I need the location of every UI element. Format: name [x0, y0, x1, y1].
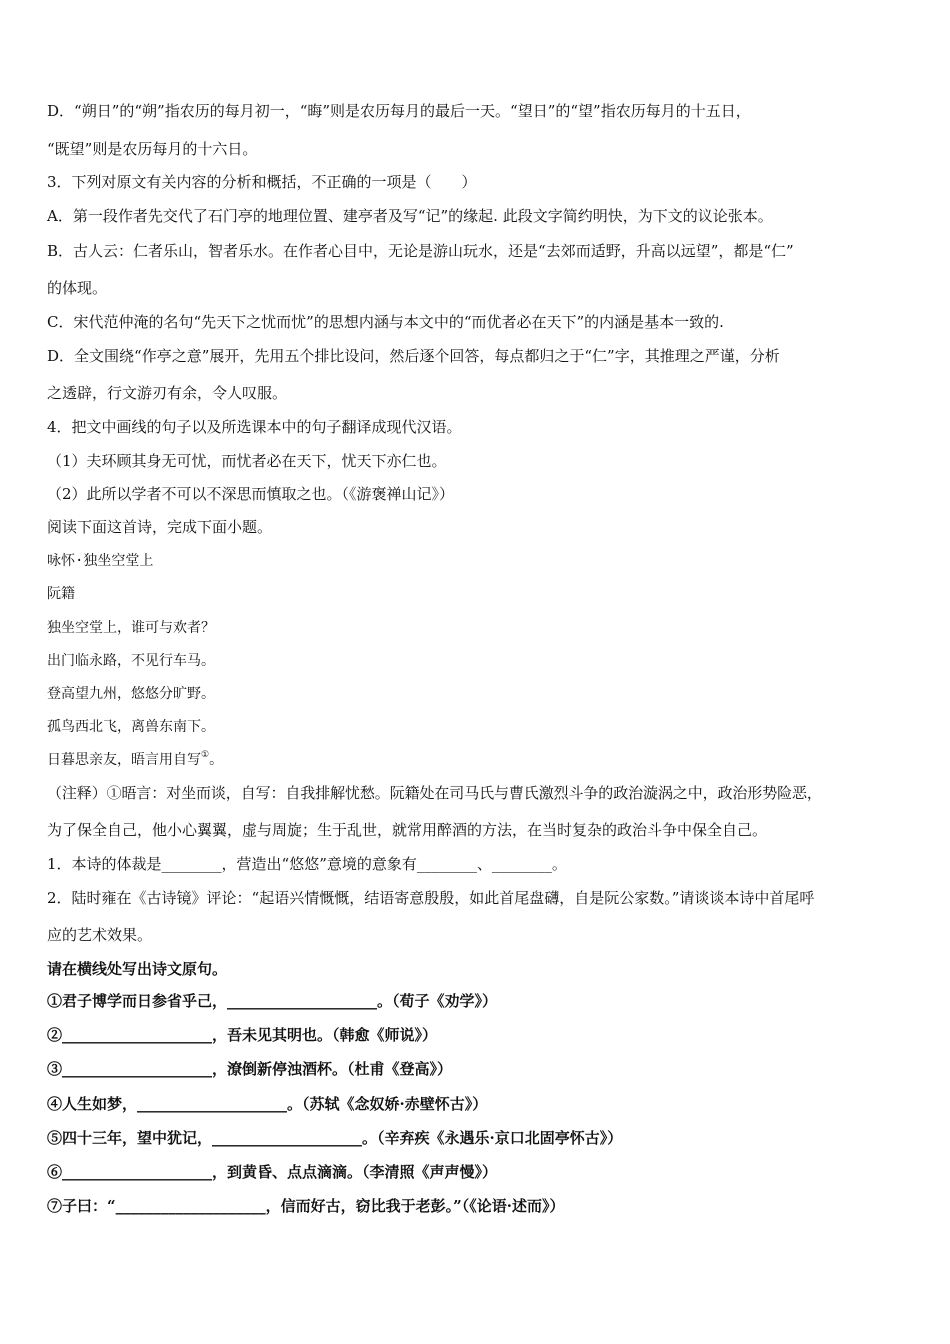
q4-item-1: （1）夫环顾其身无可忧，而忧者必在天下，忧天下亦仁也。 — [47, 452, 447, 470]
q3-option-a: A．第一段作者先交代了石门亭的地理位置、建亭者及写“记”的缘起. 此段文字简约明快，为下文的议论张本。 — [47, 207, 773, 225]
fill-in-item: ③____________________，潦倒新停浊酒杯。（杜甫《登高》） — [47, 1060, 453, 1078]
q3-option-d-line2: 之透辟，行文游刃有余，令人叹服。 — [47, 384, 288, 402]
fill-in-item: ②____________________，吾未见其明也。（韩愈《师说》） — [47, 1026, 438, 1044]
q4-item-2: （2）此所以学者不可以不深思而慎取之也。（《游褒禅山记》） — [47, 485, 455, 503]
q4-stem: 4．把文中画线的句子以及所选课本中的句子翻译成现代汉语。 — [47, 418, 462, 436]
footnote-marker: ① — [201, 750, 210, 760]
fill-in-item: ⑥____________________，到黄昏、点点滴滴。（李清照《声声慢》） — [47, 1163, 498, 1181]
poem-last-line — [47, 750, 223, 770]
poem-question-2-line2: 应的艺术效果。 — [47, 926, 153, 944]
fill-in-item: ⑤四十三年，望中犹记，____________________。（辛弃疾《永遇乐·京口北固亭怀古》） — [47, 1129, 623, 1147]
q2-option-d-line2: “既望”则是农历每月的十六日。 — [47, 140, 258, 158]
poem-line: 独坐空堂上，谁可与欢者？ — [47, 620, 215, 636]
fill-in-heading: 请在横线处写出诗文原句。 — [47, 960, 228, 978]
poem-question-1: 1．本诗的体裁是________，营造出“悠悠”意境的意象有________、________。 — [47, 855, 567, 873]
poem-intro: 阅读下面这首诗，完成下面小题。 — [47, 518, 273, 536]
poem-question-2-line1: 2．陆时雍在《古诗镜》评论：“起语兴情慨慨，结语寄意殷殷，如此首尾盘礴，自是阮公家数。”请谈谈本诗中首尾呼 — [47, 889, 815, 907]
poem-line: 登高望九州，悠悠分旷野。 — [47, 686, 215, 702]
fill-in-item: ⑦子曰：“____________________，信而好古，窃比我于老彭。”（《论语·述而》） — [47, 1197, 565, 1215]
poem-author: 阮籍 — [47, 586, 75, 602]
fill-in-item: ④人生如梦，____________________。（苏轼《念奴娇·赤壁怀古》） — [47, 1095, 488, 1113]
q3-option-c: C．宋代范仲淹的名句“先天下之忧而忧”的思想内涵与本文中的“而优者必在天下”的内涵是基本一致的. — [47, 313, 724, 331]
q3-option-b-line2: 的体现。 — [47, 279, 108, 297]
q3-option-b-line1: B．古人云：仁者乐山，智者乐水。在作者心目中，无论是游山玩水，还是“去郊而适野，升高以远望”，都是“仁” — [47, 242, 794, 260]
q3-stem: 3．下列对原文有关内容的分析和概括，不正确的一项是（ ） — [47, 173, 477, 191]
q3-option-d-line1: D．全文围绕“作亭之意”展开，先用五个排比设问，然后逐个回答，每点都归之于“仁”字，其推理之严谨，分析 — [47, 347, 780, 365]
poem-line: 出门临永路，不见行车马。 — [47, 653, 215, 669]
poem-note-line1: （注释）①晤言：对坐而谈，自写：自我排解忧愁。阮籍处在司马氏与曹氏激烈斗争的政治漩涡之中，政治形势险恶， — [47, 784, 822, 802]
poem-line: 孤鸟西北飞，离兽东南下。 — [47, 719, 215, 735]
poem-last-line-text: 日暮思亲友，晤言用自写 — [47, 752, 201, 768]
poem-note-line2: 为了保全自己，他小心翼翼，虚与周旋；生于乱世，就常用醉酒的方法，在当时复杂的政治斗争中保全自己。 — [47, 821, 768, 839]
q2-option-d-line1: D．“朔日”的“朔”指农历的每月初一，“晦”则是农历每月的最后一天。“望日”的“望”指农历每月的十五日， — [47, 102, 751, 120]
poem-title: 咏怀·独坐空堂上 — [47, 553, 154, 569]
fill-in-item: ①君子博学而日参省乎己，____________________。（荀子《劝学》） — [47, 992, 498, 1010]
poem-last-line-end: 。 — [209, 752, 224, 768]
